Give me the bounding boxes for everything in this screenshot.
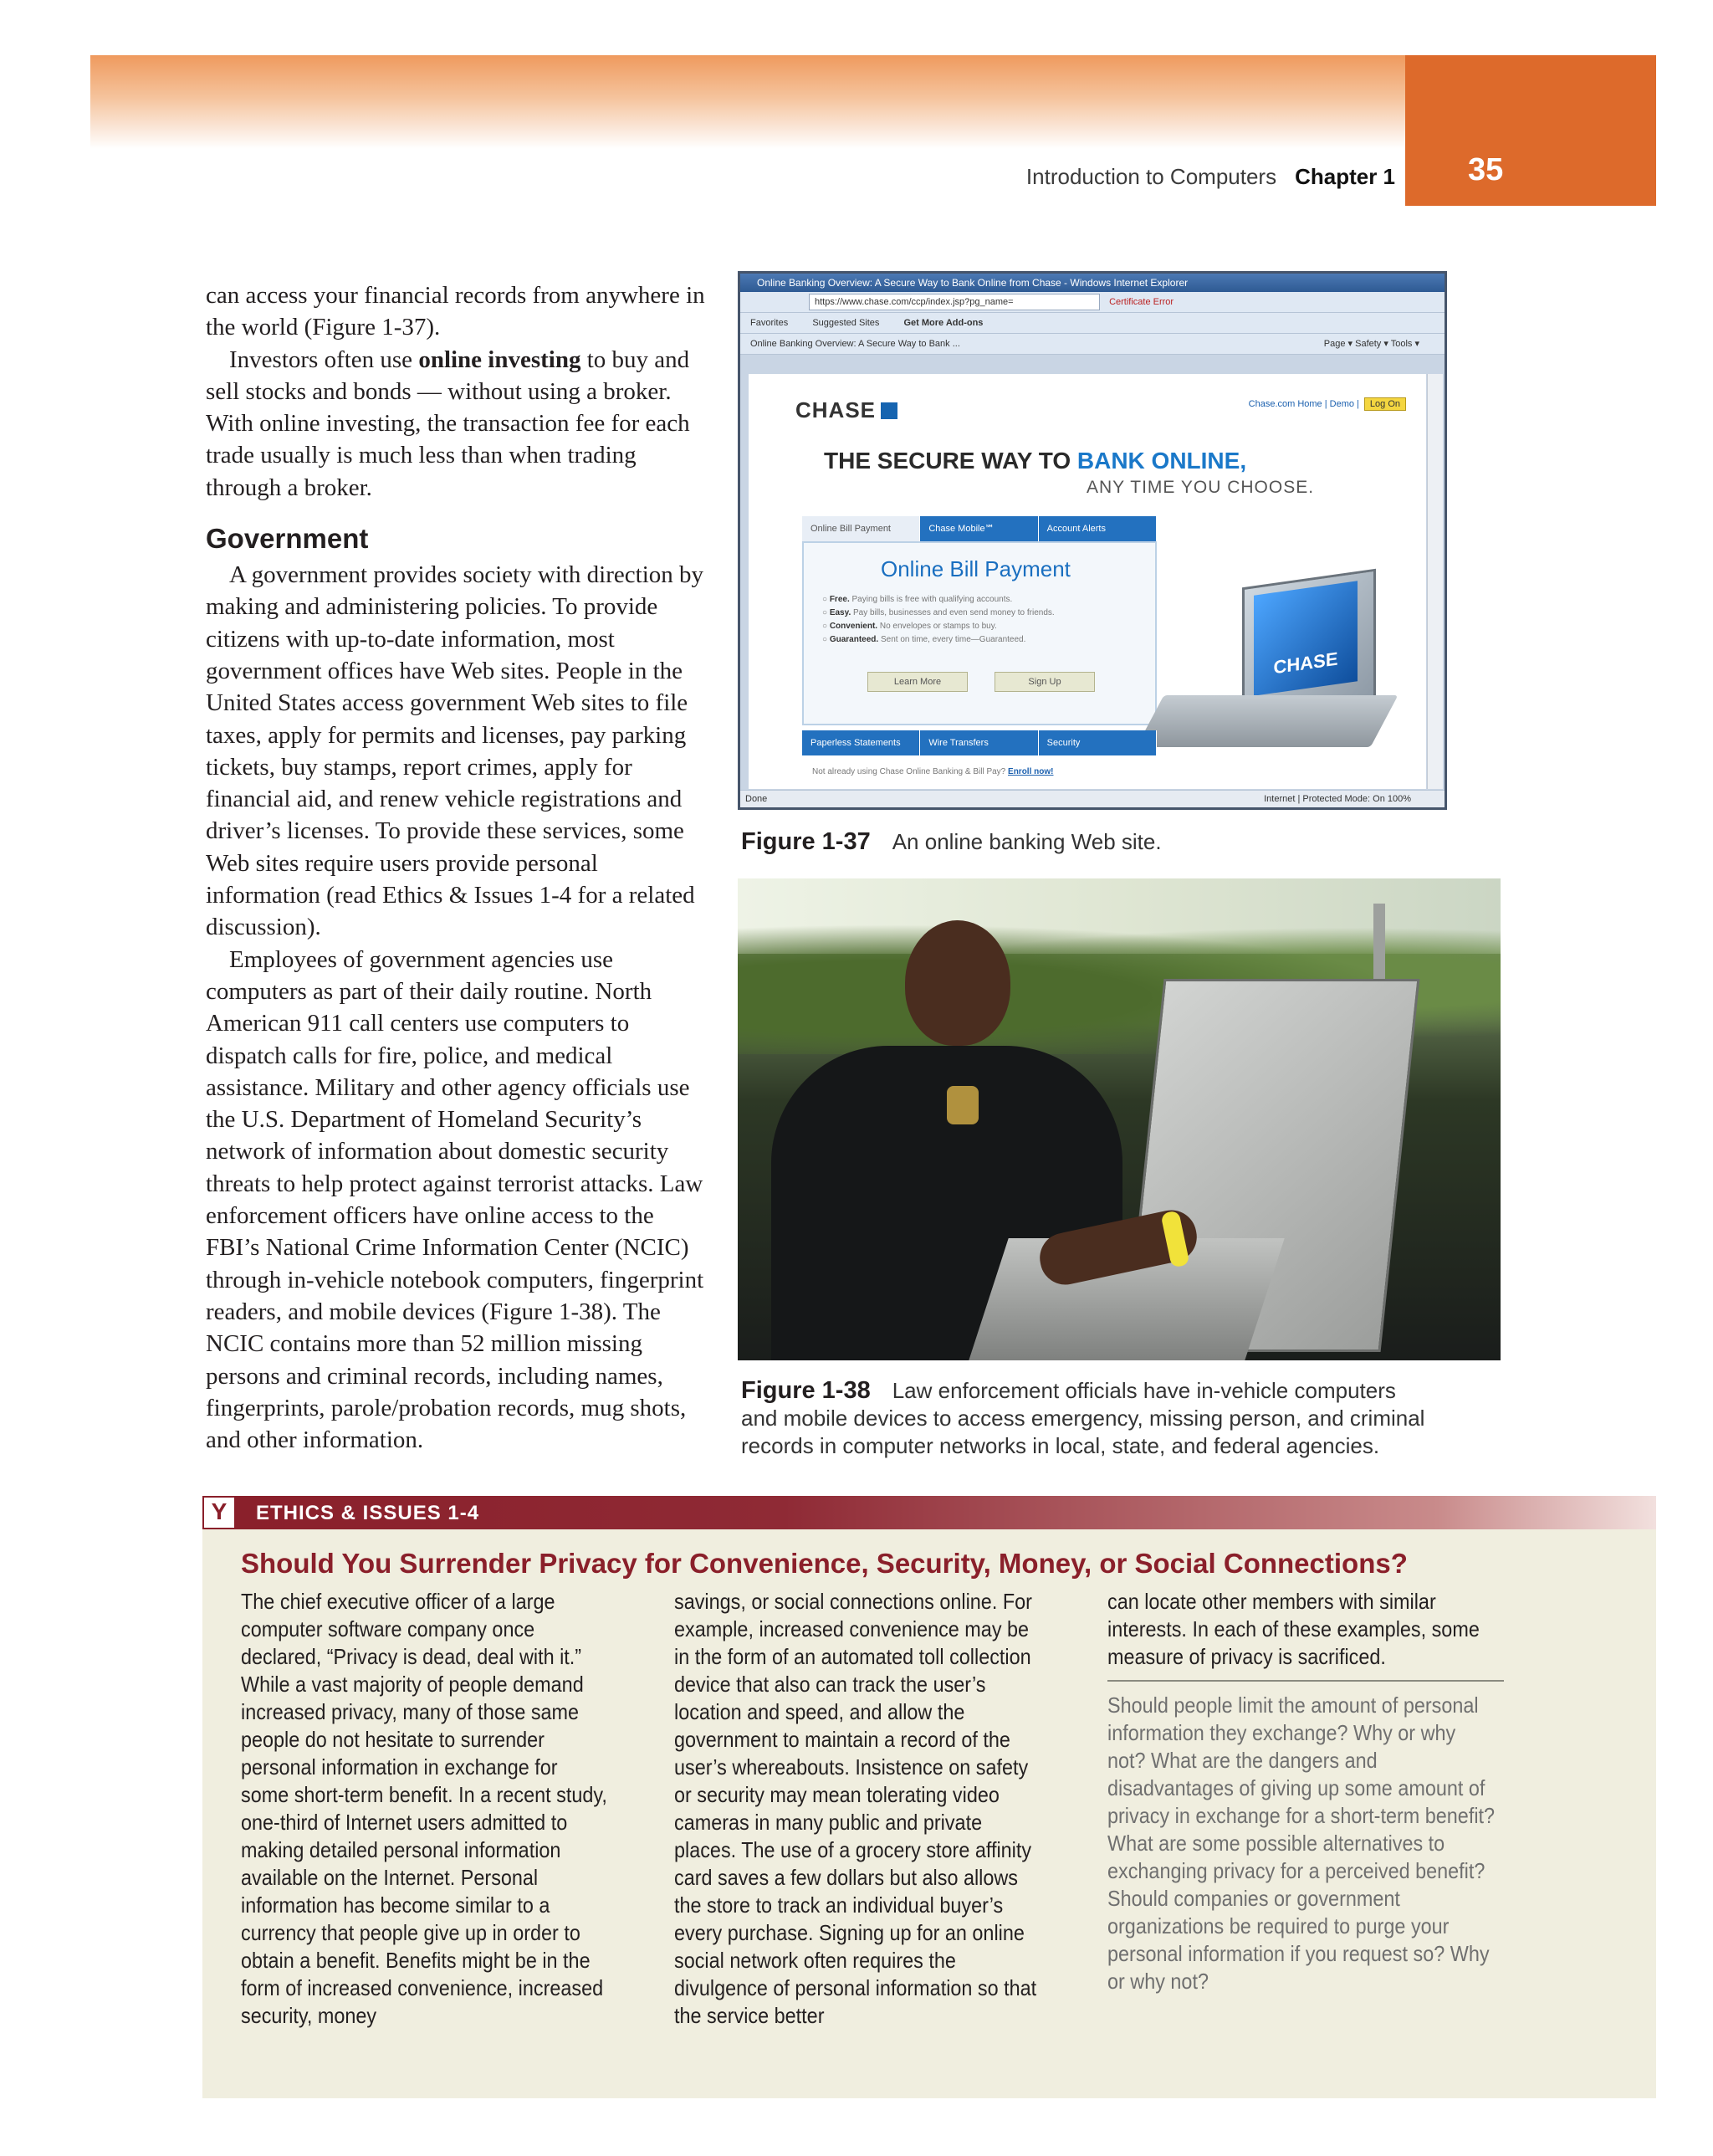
paragraph: Investors often use online investing to buy and sell stocks and bonds — without using a broker. With online investing, the transaction fee for each trade usually is much less than when trading through a broker.	[206, 346, 690, 501]
figure-label: Figure 1-37	[741, 828, 871, 855]
ethics-questions: Should people limit the amount of personal information they exchange? Why or why not? What are the dangers and disadvantages of giving up some amount of privacy in exchange for a short-term benefit? What are some possible alternatives to exchanging privacy for a perceived benefit? Should companies or government organizations be required to purge your personal information if you request so? Why or why not?	[1107, 1693, 1496, 1994]
panel-title: Online Bill Payment	[881, 556, 1071, 581]
enroll-line: Not already using Chase Online Banking & Bill Pay? Enroll now!	[812, 767, 1054, 776]
officer-badge	[947, 1086, 979, 1124]
list-item: ○ Free. Paying bills is free with qualifying accounts.	[822, 595, 1013, 604]
figure-1-37-screenshot	[738, 271, 1447, 810]
suggested-sites[interactable]: Suggested Sites	[812, 318, 880, 328]
enroll-link[interactable]: Enroll now!	[1008, 767, 1054, 776]
chase-octagon-icon	[881, 402, 897, 419]
section-title: Introduction to Computers	[1025, 164, 1277, 189]
figure-1-38-photo	[738, 878, 1501, 1360]
log-on-button[interactable]: Log On	[1364, 397, 1406, 411]
ethics-column-2: savings, or social connections online. For example, increased convenience may be in the form of an automated toll collection device that also can track the user’s location and speed, and allow the government to maintain a record of the user’s whereabouts. Insistence on safety or security may mean tolerating video cameras in many public and private places. The use of a grocery store affinity card saves a few dollars but also allows the store to track an individual buyer’s every purchase. Signing up for an online social network often requires the divulgence of personal information so that the service better	[674, 1589, 1037, 2028]
chase-page	[749, 374, 1426, 789]
browser-tab[interactable]: Online Banking Overview: A Secure Way to Bank ...	[750, 339, 960, 349]
sign-up-button[interactable]: Sign Up	[995, 672, 1095, 692]
favorites-button[interactable]: Favorites	[750, 318, 789, 328]
page-scrollbar[interactable]	[1427, 374, 1443, 789]
ethics-title: Should You Surrender Privacy for Convenience, Security, Money, or Social Connections?	[241, 1548, 1408, 1579]
command-menu[interactable]: Page ▾ Safety ▾ Tools ▾	[1323, 339, 1419, 349]
page-number: 35	[1468, 152, 1504, 187]
figure-label: Figure 1-38	[741, 1377, 871, 1404]
officer-head	[905, 920, 1010, 1046]
laptop-base	[1137, 695, 1399, 747]
paragraph: Employees of government agencies use computers as part of their daily routine. North American 911 call centers use computers to dispatch calls for fire, police, and medical assistance. Military and other agency officials use the U.S. Department of Homeland Security’s network of information about domestic security threats to help protect against terrorist attacks. Law enforcement officers have online access to the FBI’s National Crime Information Center (NCIC) through in-vehicle notebook computers, fingerprint readers, and mobile devices (Figure 1-38). The NCIC contains more than 52 million missing persons and criminal records, including names, fingerprints, parole/probation records, mug shots, and other information.	[206, 945, 704, 1454]
chapter-label: Chapter 1	[1295, 164, 1395, 189]
chase-tabs	[802, 516, 1157, 541]
get-addons[interactable]: Get More Add-ons	[903, 318, 984, 328]
bill-payment-panel	[802, 541, 1157, 725]
body-text	[206, 279, 708, 1456]
ethics-icon: Y	[202, 1496, 236, 1529]
tab-online-bill-payment[interactable]: Online Bill Payment	[802, 516, 920, 541]
paragraph: A government provides society with direction by making and administering policies. To provide citizens with up-to-date information, most government offices have Web sites. People in the United States access government Web sites to file taxes, apply for permits and licenses, pay parking tickets, buy stamps, report crimes, apply for financial aid, and renew vehicle registrations and driver’s licenses. To provide these services, some Web sites require users provide personal information (read Ethics & Issues 1-4 for a related discussion).	[206, 561, 704, 941]
figure-1-37-caption: Figure 1-37 An online banking Web site.	[741, 828, 1162, 855]
key-term: online investing	[418, 346, 581, 373]
learn-more-button[interactable]: Learn More	[867, 672, 968, 692]
figure-1-38-caption: Figure 1-38 Law enforcement officials have in-vehicle computers and mobile devices to access emergency, missing person, and criminal records in computer networks in local, state, and federal agencies.	[741, 1377, 1425, 1458]
list-item: ○ Easy. Pay bills, businesses and even send money to friends.	[822, 608, 1055, 617]
tab-chase-mobile[interactable]: Chase Mobile℠	[920, 516, 1038, 541]
cert-error[interactable]: Certificate Error	[1109, 297, 1174, 307]
chase-top-links[interactable]: Chase.com Home | Demo | Log On	[1249, 399, 1406, 409]
ethics-label: ETHICS & ISSUES 1-4	[256, 1502, 480, 1524]
laptop-screen: CHASE	[1254, 581, 1358, 695]
tagline: THE SECURE WAY TO BANK ONLINE,	[824, 448, 1247, 474]
ethics-column-1: The chief executive officer of a large computer software company once declared, “Privacy is dead, deal with it.” While a vast majority of people demand increased privacy, many of those same people do not hesitate to surrender personal information in exchange for some short-term benefit. In a recent study, one-third of Internet users admitted to making detailed personal information available on the Internet. Personal information has become similar to a currency that people give up in order to obtain a benefit. Benefits might be in the form of increased convenience, increased security, money	[241, 1589, 607, 2028]
tab-paperless[interactable]: Paperless Statements	[802, 730, 920, 755]
ethics-column-3: can locate other members with similar interests. In each of these examples, some measure of privacy is sacrificed.	[1107, 1589, 1480, 1669]
tab-account-alerts[interactable]: Account Alerts	[1039, 516, 1157, 541]
tab-security[interactable]: Security	[1039, 730, 1157, 755]
browser-address-bar	[740, 292, 1445, 313]
tagline-sub: ANY TIME YOU CHOOSE.	[1087, 478, 1315, 497]
running-header	[1026, 164, 1395, 190]
section-heading: Government	[206, 523, 369, 555]
tab-bar	[740, 334, 1445, 355]
chase-bottom-tabs	[802, 730, 1157, 755]
feature-list	[822, 593, 1055, 647]
browser-status-bar: Done Internet | Protected Mode: On 100%	[740, 790, 1445, 807]
header-band	[90, 55, 1405, 149]
url-field[interactable]: https://www.chase.com/ccp/index.jsp?pg_name=	[809, 294, 1100, 310]
list-item: ○ Convenient. No envelopes or stamps to buy.	[822, 622, 997, 631]
tab-wire-transfers[interactable]: Wire Transfers	[920, 730, 1038, 755]
favorites-bar	[740, 313, 1445, 334]
browser-title-bar: Online Banking Overview: A Secure Way to Bank Online from Chase - Windows Internet Explorer	[740, 274, 1445, 292]
page-number-tab	[1405, 55, 1656, 206]
list-item: ○ Guaranteed. Sent on time, every time—Guaranteed.	[822, 635, 1026, 644]
chase-logo: CHASE	[795, 397, 897, 423]
paragraph: can access your financial records from anywhere in the world (Figure 1-37).	[206, 282, 705, 341]
ethics-divider	[1107, 1680, 1504, 1682]
